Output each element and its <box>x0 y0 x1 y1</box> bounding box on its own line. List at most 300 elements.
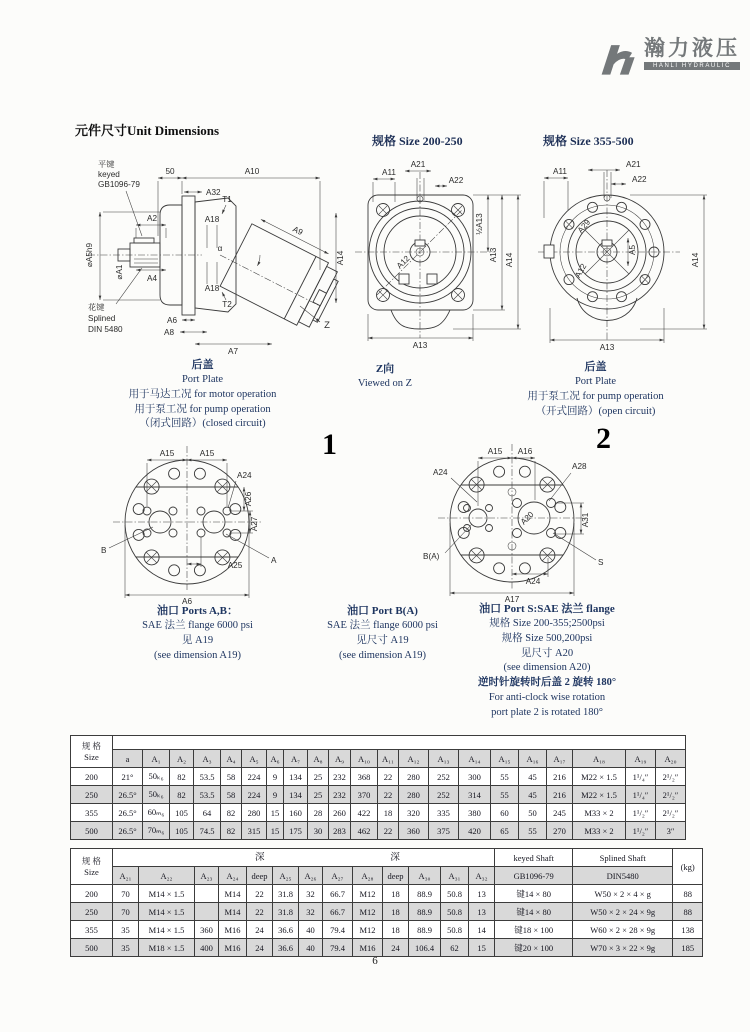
table-cell: 138 <box>673 921 703 939</box>
keyed-shaft-header: keyed Shaft <box>495 849 573 867</box>
table-cell: 88.9 <box>409 903 441 921</box>
table-cell: 35 <box>113 921 139 939</box>
dim-label: A22 <box>448 176 464 185</box>
table-cell: 9 <box>267 768 284 786</box>
table-cell: 216 <box>547 786 573 804</box>
table-body <box>71 885 703 957</box>
table-cell: 500 <box>71 939 113 957</box>
caption-line: （开式回路）(open circuit) <box>535 405 656 417</box>
caption-ports-ab <box>95 604 300 663</box>
table-cell: 105 <box>170 804 194 822</box>
table-cell: 58 <box>221 768 242 786</box>
table-cell: 79.4 <box>323 939 353 957</box>
column-header-row <box>71 750 686 768</box>
table-cell: 200 <box>71 885 113 903</box>
table-cell: 320 <box>399 804 429 822</box>
table-cell: 360 <box>399 822 429 840</box>
table-cell: 键14 × 80 <box>495 903 573 921</box>
table-cell: W50 × 2 × 24 × 9g <box>573 903 673 921</box>
table-cell: 65 <box>491 822 519 840</box>
table-cell <box>195 903 219 921</box>
table-cell: 键18 × 100 <box>495 921 573 939</box>
table-cell: M14 × 1.5 <box>139 921 195 939</box>
table-cell: 50ₖ₆ <box>143 786 170 804</box>
table-cell: 280 <box>399 786 429 804</box>
dim-label: α <box>217 244 223 253</box>
table-cell: 9 <box>267 786 284 804</box>
table-cell: 400 <box>195 939 219 957</box>
column-header: A₁₉ <box>626 750 656 768</box>
note-label: GB1096-79 <box>98 180 140 189</box>
caption-line: Z向 <box>375 363 395 375</box>
column-header: A₁ <box>143 750 170 768</box>
table-cell: 26.5° <box>113 786 143 804</box>
column-header: A₁₄ <box>459 750 491 768</box>
column-header: A₁₆ <box>519 750 547 768</box>
column-header: A₇ <box>284 750 308 768</box>
table-cell: 1¹/₂″ <box>626 804 656 822</box>
column-header: A₂₆ <box>299 867 323 885</box>
dim-label: A26 <box>244 491 253 507</box>
dim-label: 50 <box>165 167 175 176</box>
dim-label: A22 <box>632 175 647 184</box>
dim-label: A2 <box>146 214 158 223</box>
column-header: A₁₁ <box>378 750 399 768</box>
table-cell: 422 <box>351 804 378 822</box>
table-cell: M14 × 1.5 <box>139 903 195 921</box>
table-cell: 50.8 <box>441 885 469 903</box>
table-cell: 74.5 <box>194 822 221 840</box>
table-cell: 3″ <box>656 822 686 840</box>
table-cell: M16 <box>219 939 247 957</box>
table-cell: 106.4 <box>409 939 441 957</box>
table-cell: 40 <box>299 939 323 957</box>
table-cell: 232 <box>329 768 351 786</box>
table-cell: 360 <box>195 921 219 939</box>
size-label-200-250: 规格 Size 200-250 <box>372 134 463 148</box>
dim-label: A5 <box>628 244 637 256</box>
table-cell: 13 <box>469 885 495 903</box>
table-cell: 13 <box>469 903 495 921</box>
column-header-row <box>71 867 703 885</box>
dim-label: A7 <box>227 347 239 356</box>
table-cell: 25 <box>308 786 329 804</box>
table-cell: 1¹/₂″ <box>626 822 656 840</box>
table-cell: 58 <box>221 786 242 804</box>
dim-label: A15 <box>487 447 503 456</box>
table-cell: 31.8 <box>273 903 299 921</box>
dim-label: T1 <box>222 195 232 204</box>
dimension-table-1 <box>70 735 686 840</box>
column-header: A₂₈ <box>353 867 383 885</box>
column-header: A₂₂ <box>139 867 195 885</box>
caption-port-plate-pump <box>478 360 713 419</box>
caption-line: 见尺寸 A19 <box>356 635 409 647</box>
dim-label: A32 <box>206 188 221 197</box>
column-header: A₂₃ <box>195 867 219 885</box>
table-cell: 300 <box>459 768 491 786</box>
dim-label: A12 <box>573 262 589 280</box>
page-title: 元件尺寸Unit Dimensions <box>75 123 220 138</box>
caption-line: (see dimension A19) <box>339 649 426 661</box>
note-label: keyed <box>98 170 120 179</box>
table-cell: M18 × 1.5 <box>139 939 195 957</box>
table-cell: 335 <box>429 804 459 822</box>
table-cell: 62 <box>441 939 469 957</box>
table-cell: 28 <box>308 804 329 822</box>
table-cell: 60ₘ₆ <box>143 804 170 822</box>
dim-label: A13 <box>489 247 498 263</box>
table-cell: 24 <box>247 921 273 939</box>
caption-viewed-on-z <box>330 362 440 392</box>
dim-label: A14 <box>336 250 345 266</box>
dim-label: A12 <box>394 253 412 271</box>
column-header: A₃ <box>194 750 221 768</box>
caption-line: 见 A19 <box>181 635 214 647</box>
column-header: a <box>113 750 143 768</box>
table-cell: 60 <box>491 804 519 822</box>
column-header: A₄ <box>221 750 242 768</box>
table-cell: 45 <box>519 786 547 804</box>
caption-line: 用于泵工况 for pump operation <box>134 403 271 415</box>
dim-label: A21 <box>410 160 426 169</box>
table-cell: 224 <box>242 768 267 786</box>
dim-label: Z <box>324 320 330 331</box>
dim-label: A10 <box>244 167 260 176</box>
port-label: A <box>271 556 277 565</box>
table-body <box>71 768 686 840</box>
caption-line: 用于泵工况 for pump operation <box>527 391 664 403</box>
table-row <box>71 903 703 921</box>
table-cell: M14 × 1.5 <box>139 885 195 903</box>
table-row <box>71 804 686 822</box>
column-header: A₁₈ <box>573 750 626 768</box>
dim-label: A4 <box>146 274 158 283</box>
note-label: Splined <box>88 314 116 323</box>
table-cell: 82 <box>221 804 242 822</box>
table-cell: 380 <box>459 804 491 822</box>
dim-label: A8 <box>163 328 175 337</box>
kg-column-header: (kg) <box>673 849 703 885</box>
table-cell: 55 <box>491 768 519 786</box>
table-cell: 2¹/₂″ <box>656 786 686 804</box>
table-cell: 70 <box>113 903 139 921</box>
figure-number-2: 2 <box>596 422 611 455</box>
dim-label: A11 <box>382 168 396 177</box>
table-cell: 50 <box>519 804 547 822</box>
table-row <box>71 921 703 939</box>
table-cell: M33 × 2 <box>573 804 626 822</box>
table-cell: 36.6 <box>273 939 299 957</box>
table-cell: M12 <box>353 921 383 939</box>
brand-name-cn: 瀚力液压 <box>644 37 740 60</box>
dim-label: A18 <box>204 284 220 293</box>
table-row <box>71 822 686 840</box>
size-label-355-500: 规格 Size 355-500 <box>543 134 634 148</box>
table-cell: 键14 × 80 <box>495 885 573 903</box>
caption-line: 规格 Size 500,200psi <box>501 633 593 645</box>
column-header: A₃₂ <box>469 867 495 885</box>
table-cell: 14 <box>469 921 495 939</box>
table-cell: 55 <box>491 786 519 804</box>
table-cell: 200 <box>71 768 113 786</box>
dim-label: A14 <box>691 252 700 268</box>
table-cell: 280 <box>399 768 429 786</box>
table-cell: 82 <box>170 786 194 804</box>
table-cell: 252 <box>429 768 459 786</box>
table-cell: M33 × 2 <box>573 822 626 840</box>
table-cell: 270 <box>547 822 573 840</box>
column-header: deep <box>247 867 273 885</box>
column-header: A₁₇ <box>547 750 573 768</box>
table-cell: 18 <box>383 885 409 903</box>
dim-label: A21 <box>626 160 641 169</box>
table-cell: 50.8 <box>441 903 469 921</box>
note-label: 平键 <box>98 160 115 169</box>
table-cell: 160 <box>284 804 308 822</box>
table-cell: 250 <box>71 786 113 804</box>
caption-port-plate-motor <box>85 358 320 432</box>
dim-label: ⌀A5h9 <box>85 242 94 268</box>
port-label: S <box>598 558 604 567</box>
table-cell: 500 <box>71 822 113 840</box>
table-cell: 370 <box>351 786 378 804</box>
column-header: A₅ <box>242 750 267 768</box>
table-cell: 32 <box>299 885 323 903</box>
table-cell: 26.5° <box>113 822 143 840</box>
table-cell: 216 <box>547 768 573 786</box>
table-cell: M22 × 1.5 <box>573 786 626 804</box>
table-cell: 368 <box>351 768 378 786</box>
table-cell: 15 <box>267 822 284 840</box>
caption-line: 见尺寸 A20 <box>520 647 574 659</box>
table-cell: 66.7 <box>323 903 353 921</box>
brand-name-en: HANLI HYDRAULIC <box>644 62 740 70</box>
table-cell: 88.9 <box>409 885 441 903</box>
dim-label: A29 <box>575 217 593 235</box>
table-cell: 50.8 <box>441 921 469 939</box>
table-cell: 1¹/₄″ <box>626 786 656 804</box>
column-header: A₁₅ <box>491 750 519 768</box>
table-cell: M22 × 1.5 <box>573 768 626 786</box>
table-cell: 175 <box>284 822 308 840</box>
table-cell: 22 <box>378 768 399 786</box>
table-cell: 252 <box>429 786 459 804</box>
splined-standard-header: DIN5480 <box>573 867 673 885</box>
table-cell: 53.5 <box>194 768 221 786</box>
table-cell: 88 <box>673 885 703 903</box>
table-cell: 15 <box>267 804 284 822</box>
table-cell: 134 <box>284 768 308 786</box>
caption-line: 油口 Port S:SAE 法兰 flange <box>479 603 615 615</box>
port-label: B(A) <box>423 552 440 561</box>
table-cell: 45 <box>519 768 547 786</box>
table-cell: 22 <box>247 903 273 921</box>
caption-line: （闭式回路）(closed circuit) <box>139 418 266 430</box>
caption-line: 后盖 <box>191 359 214 371</box>
column-header: A₆ <box>267 750 284 768</box>
splined-shaft-header: Splined Shaft <box>573 849 673 867</box>
note-label: 花键 <box>88 303 105 312</box>
size-column-header: 规 格 Size <box>71 849 113 885</box>
caption-line: 油口 Port B(A) <box>347 605 418 617</box>
table-cell: 185 <box>673 939 703 957</box>
table-cell: 32 <box>299 903 323 921</box>
table-cell: 462 <box>351 822 378 840</box>
caption-line: 后盖 <box>584 361 607 373</box>
table-row <box>71 939 703 957</box>
port-plate-1-drawing <box>95 440 295 605</box>
table-cell: W70 × 3 × 22 × 9g <box>573 939 673 957</box>
table-cell: 2¹/₂″ <box>656 804 686 822</box>
column-header: A₉ <box>329 750 351 768</box>
table-cell: 22 <box>378 786 399 804</box>
caption-line: 逆时针旋转时后盖 2 旋转 180° <box>477 677 617 689</box>
column-header: A₂₀ <box>656 750 686 768</box>
header-band <box>113 849 495 867</box>
table-cell: 18 <box>383 903 409 921</box>
table-cell: 24 <box>247 939 273 957</box>
table-cell: 420 <box>459 822 491 840</box>
table-cell: 21° <box>113 768 143 786</box>
table-cell <box>195 885 219 903</box>
table-cell: 36.6 <box>273 921 299 939</box>
column-header: deep <box>383 867 409 885</box>
table-cell: 224 <box>242 786 267 804</box>
table-cell: 40 <box>299 921 323 939</box>
dim-label: A17 <box>504 595 520 604</box>
caption-line: Viewed on Z <box>357 378 413 390</box>
side-view-drawing <box>70 158 350 363</box>
column-header: A₃₀ <box>409 867 441 885</box>
column-header: A₁₀ <box>351 750 378 768</box>
table-cell: 134 <box>284 786 308 804</box>
dim-label: A24 <box>237 471 252 480</box>
dim-label: A15 <box>159 449 175 458</box>
deep-label: 深 <box>254 853 265 863</box>
table-cell: 24 <box>383 939 409 957</box>
table-cell: M12 <box>353 903 383 921</box>
caption-line: For anti-clock wise rotation <box>488 691 606 703</box>
dim-label: A31 <box>581 512 590 528</box>
table-cell: 30 <box>308 822 329 840</box>
column-header: A₁₃ <box>429 750 459 768</box>
size-column-header: 规 格 Size <box>71 736 113 768</box>
table-cell: 15 <box>469 939 495 957</box>
page-number: 6 <box>372 955 378 967</box>
caption-line: (see dimension A20) <box>503 662 591 674</box>
table-cell: 35 <box>113 939 139 957</box>
caption-line: (see dimension A19) <box>154 649 241 661</box>
table-cell: 245 <box>547 804 573 822</box>
dim-label: A9 <box>291 224 305 238</box>
table-cell: 260 <box>329 804 351 822</box>
table-cell: 250 <box>71 903 113 921</box>
table-cell: 18 <box>383 921 409 939</box>
table-cell: 314 <box>459 786 491 804</box>
table-cell: 70 <box>113 885 139 903</box>
table-cell: 280 <box>242 804 267 822</box>
dim-label: A6 <box>166 316 178 325</box>
figure-number-1: 1 <box>322 428 337 461</box>
table-cell: 66.7 <box>323 885 353 903</box>
square-flange-drawing <box>355 158 530 363</box>
table-cell: 79.4 <box>323 921 353 939</box>
table-cell: 26.5° <box>113 804 143 822</box>
port-label: B <box>101 546 107 555</box>
dimension-table-2 <box>70 848 703 957</box>
caption-line: 用于马达工况 for motor operation <box>128 389 277 401</box>
table-cell: M16 <box>219 921 247 939</box>
keyed-standard-header: GB1096-79 <box>495 867 573 885</box>
header-band <box>113 736 686 750</box>
table-cell: W50 × 2 × 4 × g <box>573 885 673 903</box>
dim-label: A24 <box>433 468 448 477</box>
column-header: A₈ <box>308 750 329 768</box>
table-row <box>71 786 686 804</box>
table-cell: 315 <box>242 822 267 840</box>
table-row <box>71 768 686 786</box>
table-cell: 2¹/₂″ <box>656 768 686 786</box>
dim-label: A14 <box>505 252 514 268</box>
dim-label: A11 <box>553 167 567 176</box>
caption-line: Port Plate <box>181 374 224 386</box>
table-cell: 355 <box>71 804 113 822</box>
caption-port-s-note <box>428 602 666 720</box>
table-cell: M16 <box>353 939 383 957</box>
dim-label: A6 <box>181 597 193 605</box>
table-cell: 18 <box>378 804 399 822</box>
dim-label: A28 <box>572 462 587 471</box>
table-cell: 50ₖ₆ <box>143 768 170 786</box>
dim-label: ⌀A1 <box>115 264 124 280</box>
column-header: A₂ <box>170 750 194 768</box>
table-cell: 70ₘ₆ <box>143 822 170 840</box>
table-cell: 31.8 <box>273 885 299 903</box>
dim-label: A20 <box>518 509 536 527</box>
caption-line: port plate 2 is rotated 180° <box>491 706 603 718</box>
table-row <box>71 885 703 903</box>
dim-label: A27 <box>250 516 259 532</box>
dim-label: A15 <box>199 449 215 458</box>
table-cell: M14 <box>219 903 247 921</box>
deep-label: 深 <box>390 853 400 863</box>
dim-label: T2 <box>222 300 232 309</box>
table-cell: 355 <box>71 921 113 939</box>
port-plate-2-drawing <box>415 440 615 605</box>
table-cell: 1¹/₄″ <box>626 768 656 786</box>
caption-line: SAE 法兰 flange 6000 psi <box>327 620 438 632</box>
table-cell: 键20 × 100 <box>495 939 573 957</box>
column-header: A₂₄ <box>219 867 247 885</box>
caption-line: Port Plate <box>574 376 617 388</box>
table-cell: 283 <box>329 822 351 840</box>
table-cell: 88.9 <box>409 921 441 939</box>
dim-label: A25 <box>227 561 243 570</box>
column-header: A₁₂ <box>399 750 429 768</box>
brand-mark-icon <box>599 38 639 80</box>
table-cell: 22 <box>378 822 399 840</box>
dim-label: A18 <box>204 215 220 224</box>
table-cell: 64 <box>194 804 221 822</box>
caption-line: 规格 Size 200-355;2500psi <box>489 618 605 630</box>
table-cell: 22 <box>247 885 273 903</box>
table-cell: 55 <box>519 822 547 840</box>
column-header: A₂₁ <box>113 867 139 885</box>
brand-logo <box>599 38 740 80</box>
table-cell: M14 <box>219 885 247 903</box>
table-cell: 25 <box>308 768 329 786</box>
